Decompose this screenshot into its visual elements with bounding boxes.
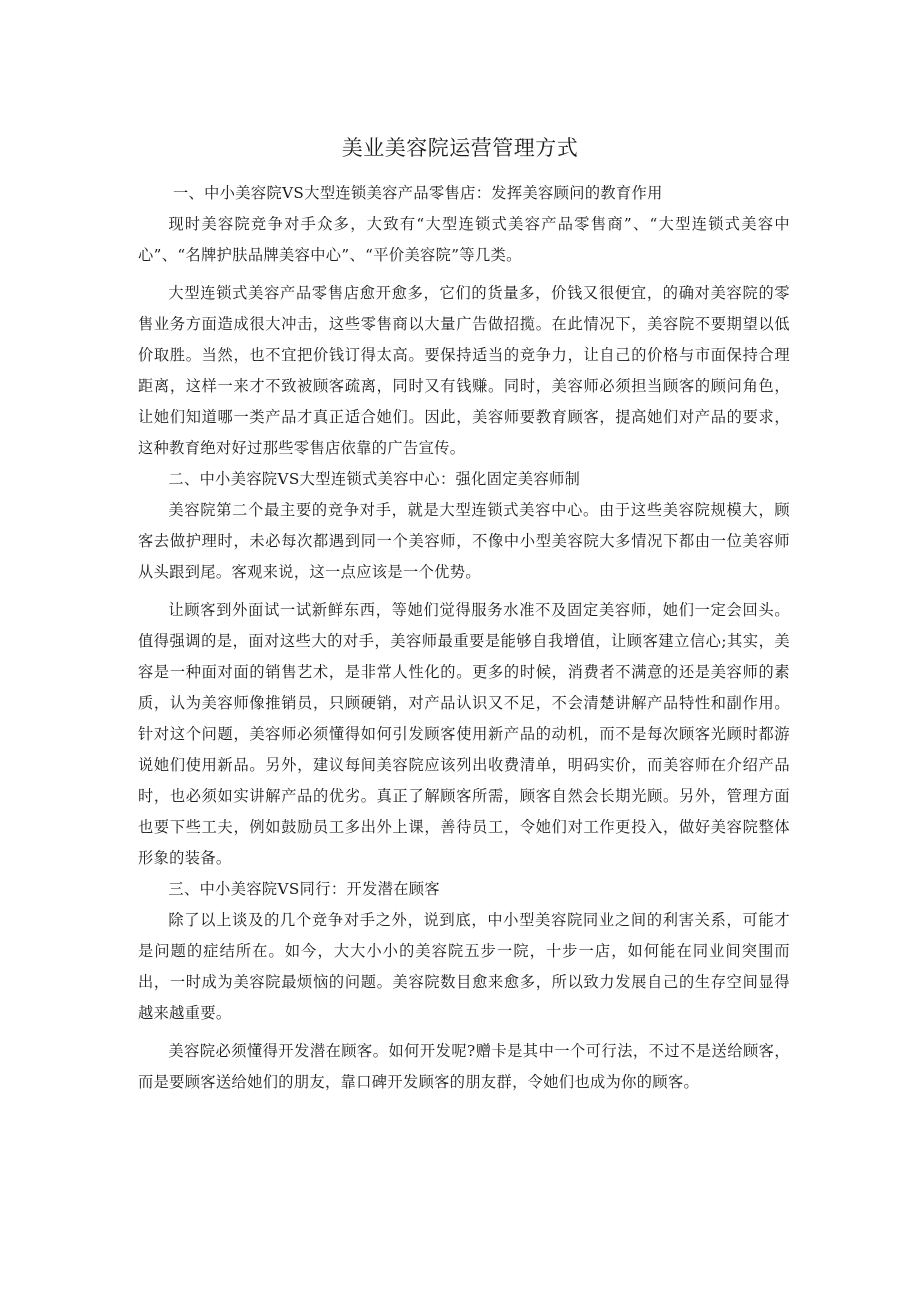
section-heading-1: 一、中小美容院VS大型连锁美容产品零售店：发挥美容顾问的教育作用 [172, 184, 663, 202]
section-heading-3: 三、中小美容院VS同行：开发潜在顾客 [168, 880, 440, 898]
paragraph-2: 大型连锁式美容产品零售店愈开愈多，它们的货量多，价钱又很便宜，的确对美容院的零售业务方面造成很大冲击，这些零售商以大量广告做招揽。在此情况下，美容院不要期望以低价取胜。当然，也不宜把价钱订得太高。要保持适当的竞争力，让自己的价格与市面保持合理距离，这样一来才不致被顾客疏离，同时又有钱赚。同时，美容师必须担当顾客的顾问角色，让她们知道哪一类产品才真正适合她们。因此，美容师要教育顾客，提高她们对产品的要求，这种教育绝对好过那些零售店依靠的广告宣传。 [138, 284, 790, 457]
document-body [138, 178, 790, 1098]
document-title: 美业美容院运营管理方式 [341, 136, 579, 160]
paragraph-3: 美容院第二个最主要的竞争对手，就是大型连锁式美容中心。由于这些美容院规模大，顾客去做护理时，未必每次都遇到同一个美容师，不像中小型美容院大多情况下都由一位美容师从头跟到尾。客观来说，这一点应该是一个优势。 [138, 501, 790, 581]
paragraph-4: 让顾客到外面试一试新鲜东西，等她们觉得服务水准不及固定美容师，她们一定会回头。值得强调的是，面对这些大的对手，美容师最重要是能够自我增值，让顾客建立信心;其实，美容是一种面对面的销售艺术，是非常人性化的。更多的时候，消费者不满意的还是美容师的素质，认为美容师像推销员，只顾硬销，对产品认识又不足，不会清楚讲解产品特性和副作用。针对这个问题，美容师必须懂得如何引发顾客使用新产品的动机，而不是每次顾客光顾时都游说她们使用新品。另外，建议每间美容院应该列出收费清单，明码实价，而美容师在介绍产品时，也必须如实讲解产品的优劣。真正了解顾客所需，顾客自然会长期光顾。另外，管理方面也要下些工夫，例如鼓励员工多出外上课，善待员工，令她们对工作更投入，做好美容院整体形象的装备。 [138, 601, 790, 867]
section-heading-2: 二、中小美容院VS大型连锁式美容中心：强化固定美容师制 [168, 470, 581, 488]
paragraph-5: 除了以上谈及的几个竞争对手之外，说到底，中小型美容院同业之间的利害关系，可能才是问题的症结所在。如今，大大小小的美容院五步一院，十步一店，如何能在同业间突围而出，一时成为美容院最烦恼的问题。美容院数目愈来愈多，所以致力发展自己的生存空间显得越来越重要。 [138, 911, 790, 1022]
paragraph-6: 美容院必须懂得开发潜在顾客。如何开发呢?赠卡是其中一个可行法，不过不是送给顾客，而是要顾客送给她们的朋友，靠口碑开发顾客的朋友群，令她们也成为你的顾客。 [138, 1042, 790, 1091]
paragraph-1: 现时美容院竞争对手众多，大致有“大型连锁式美容产品零售商”、“大型连锁式美容中心”、“名牌护肤品牌美容中心”、“平价美容院”等几类。 [138, 215, 790, 264]
